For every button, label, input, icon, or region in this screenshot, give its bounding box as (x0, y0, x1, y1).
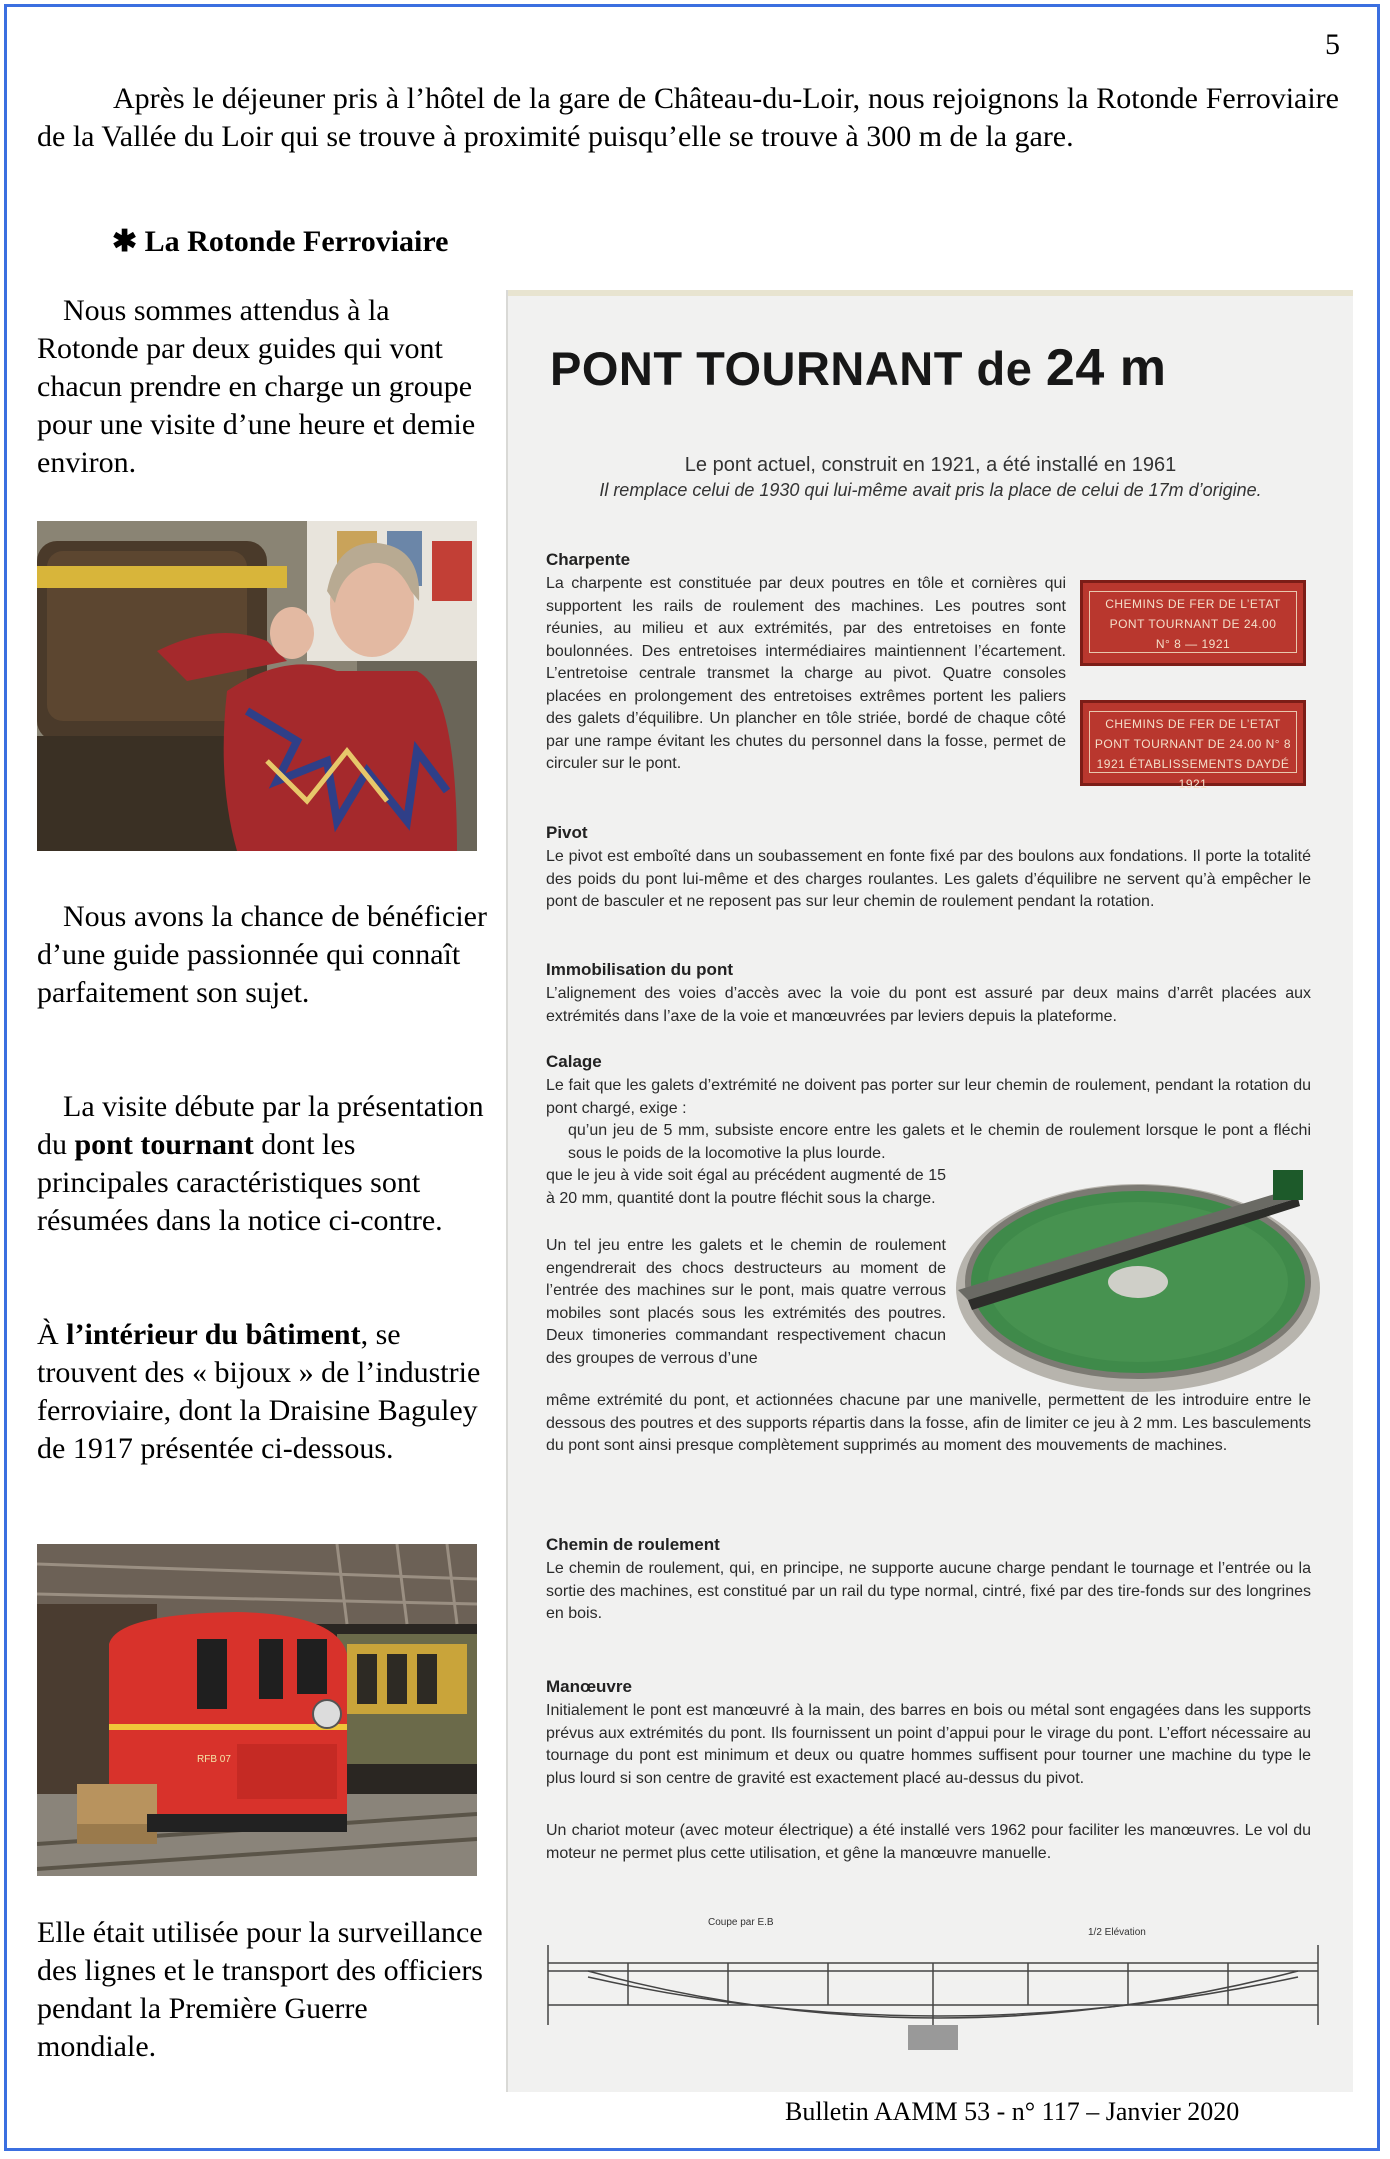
text-manoeuvre-2: Un chariot moteur (avec moteur électrique) a été installé vers 1962 pour faciliter les manœuvres. Le vol du moteur ne permet plus cette utilisation, et gêne la manœuvre manuelle. (546, 1822, 1311, 1862)
poster-title-b: 24 m (1045, 339, 1167, 397)
paragraph-guide: Nous avons la chance de bénéficier d’une guide passionnée qui connaît parfaitement son sujet. (37, 900, 487, 1009)
text-calage-5: même extrémité du pont, et actionnées chacune par une manivelle, permettent de les introduire entre le dessous des poutres et des supports répartis dans la fosse, afin de limiter ce jeu à 2 mm. Les basculements du pont sont ainsi presque complètement supprimés au moment des mouvements de machines. (546, 1392, 1311, 1454)
text-calage-3: que le jeu à vide soit égal au précédent augmenté de 15 à 20 mm, quantité dont la poutre fléchit sous la charge. (546, 1167, 946, 1207)
drawing-label-coupe: Coupe par E.B (708, 1917, 774, 1928)
heading-immobilisation: Immobilisation du pont (546, 960, 733, 979)
poster-title-a: PONT TOURNANT de (550, 342, 1046, 395)
section-drawing (528, 1905, 1338, 2055)
intro-paragraph: Après le déjeuner pris à l’hôtel de la gare de Château-du-Loir, nous rejoignons la Rotonde Ferroviaire de la Vallée du Loir qui se trouve à proximité puisqu’elle se trouve à 300 m de la gare. (37, 82, 1339, 153)
heading-manoeuvre: Manœuvre (546, 1677, 632, 1696)
plaque2-line1: CHEMINS DE FER DE L’ETAT (1105, 717, 1281, 731)
paragraph-usage: Elle était utilisée pour la surveillance des lignes et le transport des officiers pendant la Première Guerre mondiale. (37, 1916, 483, 2063)
text-charpente: La charpente est constituée par deux poutres en tôle et cornières qui supportent les rails de roulement des machines. Les poutres sont réunies, au milieu et aux extrémités, par des entretoises en fonte boulonnées. Des entretoises intermédiaires maintiennent l’écartement. L’entretoise centrale transmet la charge au pivot. Quatre consoles placées en prolongement des entretoises extrêmes portent les paliers des galets d’équilibre. Un plancher en tôle striée, bordé de chaque côté par une rampe évitant les chutes du personnel dans la fosse, permet de circuler sur le pont. (546, 575, 1066, 772)
poster-subtitle: Le pont actuel, construit en 1921, a été installé en 1961 (684, 454, 1177, 476)
page-number: 5 (1325, 28, 1340, 61)
draisine-photo (37, 1544, 477, 1876)
section-title-text: La Rotonde Ferroviaire (144, 225, 449, 258)
para4-text-a: À (37, 1318, 67, 1351)
plaque1-line1: CHEMINS DE FER DE L’ETAT (1105, 597, 1281, 611)
poster-pont-tournant (506, 290, 1353, 2092)
text-immobilisation: L’alignement des voies d’accès avec la voie du pont est assuré par deux mains d’arrêt placées aux extrémités dans l’axe de la voie et manœuvrées par leviers depuis la plateforme. (546, 985, 1311, 1025)
para3-text-b: dont les principales caractéristiques sont résumées dans la notice ci-contre. (37, 1128, 443, 1237)
plaque-1 (1080, 580, 1306, 666)
drawing-label-elevation: 1/2 Elévation (1088, 1927, 1146, 1938)
heading-pivot: Pivot (546, 823, 588, 842)
poster-subtitle-italic: Il remplace celui de 1930 qui lui-même avait pris la place de celui de 17m d’origine. (599, 480, 1262, 500)
guide-photo-image (37, 521, 477, 851)
poster-top-edge (508, 290, 1353, 296)
heading-chemin-roulement: Chemin de roulement (546, 1535, 720, 1554)
heading-charpente: Charpente (546, 550, 631, 569)
draisine-photo-image (37, 1544, 477, 1876)
paragraph-pont-tournant (37, 1088, 487, 1240)
plaque2-line2: PONT TOURNANT DE 24.00 N° 8 (1094, 737, 1292, 751)
plaque2-line3: 1921 ÉTABLISSEMENTS DAYDÉ 1921 (1096, 757, 1290, 791)
paragraph-guides: Nous sommes attendus à la Rotonde par deux guides qui vont chacun prendre en charge un groupe pour une visite d’une heure et demie environ. (37, 294, 476, 479)
para4-text-b: , se trouvent des « bijoux » de l’industrie ferroviaire, dont la Draisine Baguley de 1917 présentée ci-dessous. (37, 1318, 481, 1465)
paragraph-interieur (37, 1316, 487, 1468)
heading-calage: Calage (546, 1052, 602, 1071)
poster-title (550, 338, 1166, 398)
plaque-2 (1080, 700, 1306, 791)
text-chemin-roulement: Le chemin de roulement, qui, en principe, ne supporte aucune charge pendant le tournage et l’entrée ou la sortie des machines, est constitué par un rail du type normal, cintré, fixé par des tire-fonds sur des longrines en bois. (546, 1560, 1311, 1622)
para4-bold: l’intérieur du bâtiment (66, 1318, 361, 1351)
plaque1-line2: PONT TOURNANT DE 24.00 (1109, 617, 1277, 631)
plaque1-line3: N° 8 — 1921 (1155, 637, 1231, 651)
draisine-marking: RFB 07 (197, 1754, 231, 1765)
footer-bulletin: Bulletin AAMM 53 - n° 117 – Janvier 2020 (785, 2097, 1240, 2126)
text-calage-1: Le fait que les galets d’extrémité ne doivent pas porter sur leur chemin de roulement, pendant la rotation du pont chargé, exige : (546, 1077, 1311, 1117)
text-pivot: Le pivot est emboîté dans un soubassement en fonte fixé par des boulons aux fondations. Il porte la totalité des poids du pont lui-même et des charges roulantes. Les galets d’équilibre ne servent qu’à empêcher le pont de basculer et ne reposent pas sur leur chemin de roulement pendant la rotation. (546, 848, 1311, 910)
para3-text-a: La visite débute par la présentation du (37, 1090, 484, 1161)
text-calage-4: Un tel jeu entre les galets et le chemin de roulement engendrerait des chocs destructeurs au moment de l’entrée des machines sur le pont, mais quatre verrous mobiles sont placés sous les extrémités des poutres. Deux timoneries commandant respectivement chacun des groupes de verrous d’une (546, 1237, 946, 1367)
text-calage-2: qu’un jeu de 5 mm, subsiste encore entre les galets et le chemin de roulement lorsque le pont a fléchi sous le poids de la locomotive la plus lourde. (568, 1122, 1311, 1162)
section-title (112, 224, 448, 259)
asterisk-icon: ✱ (112, 225, 138, 258)
turntable-illustration (948, 1170, 1328, 1410)
text-manoeuvre-1: Initialement le pont est manœuvré à la main, des barres en bois ou métal sont engagées dans les supports prévus aux extrémités du pont. Ils fournissent un point d’appui pour le virage du pont. L’effort nécessaire au tournage du pont est minimum et deux ou quatre hommes suffisent pour tourner une machine du type le plus lourd si son centre de gravité est exactement placé au-dessus du pivot. (546, 1702, 1311, 1787)
guide-photo (37, 521, 477, 851)
para3-bold: pont tournant (74, 1128, 254, 1161)
